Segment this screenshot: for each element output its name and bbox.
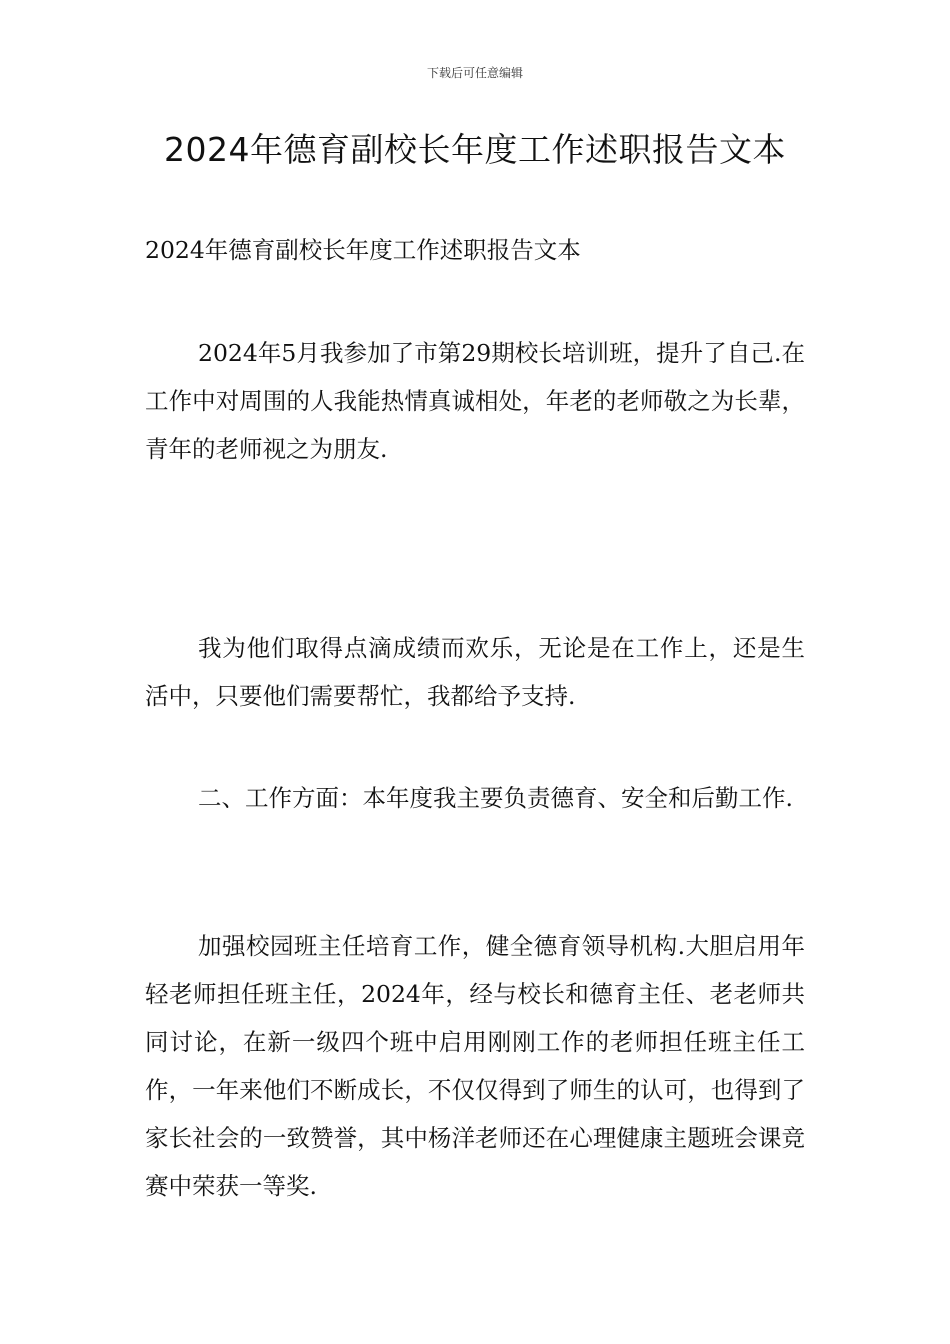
document-subtitle: 2024年德育副校长年度工作述职报告文本 xyxy=(145,236,581,264)
document-title: 2024年德育副校长年度工作述职报告文本 xyxy=(164,130,786,169)
paragraph-4: 加强校园班主任培育工作，健全德育领导机构.大胆启用年轻老师担任班主任，2024年，经与校长和德育主任、老老师共同讨论，在新一级四个班中启用刚刚工作的老师担任班主任工作，一年来他们不断成长，不仅仅得到了师生的认可，也得到了家长社会的一致赞誉，其中杨洋老师还在心理健康主题班会课竞赛中荣获一等奖. xyxy=(145,932,805,1200)
paragraph-2: 我为他们取得点滴成绩而欢乐，无论是在工作上，还是生活中，只要他们需要帮忙，我都给予支持. xyxy=(145,634,805,710)
paragraph-3: 二、工作方面：本年度我主要负责德育、安全和后勤工作. xyxy=(198,784,793,812)
paragraph-1: 2024年5月我参加了市第29期校长培训班，提升了自己.在工作中对周围的人我能热情真诚相处，年老的老师敬之为长辈，青年的老师视之为朋友. xyxy=(145,339,805,463)
page-header-note: 下载后可任意编辑 xyxy=(426,66,523,80)
